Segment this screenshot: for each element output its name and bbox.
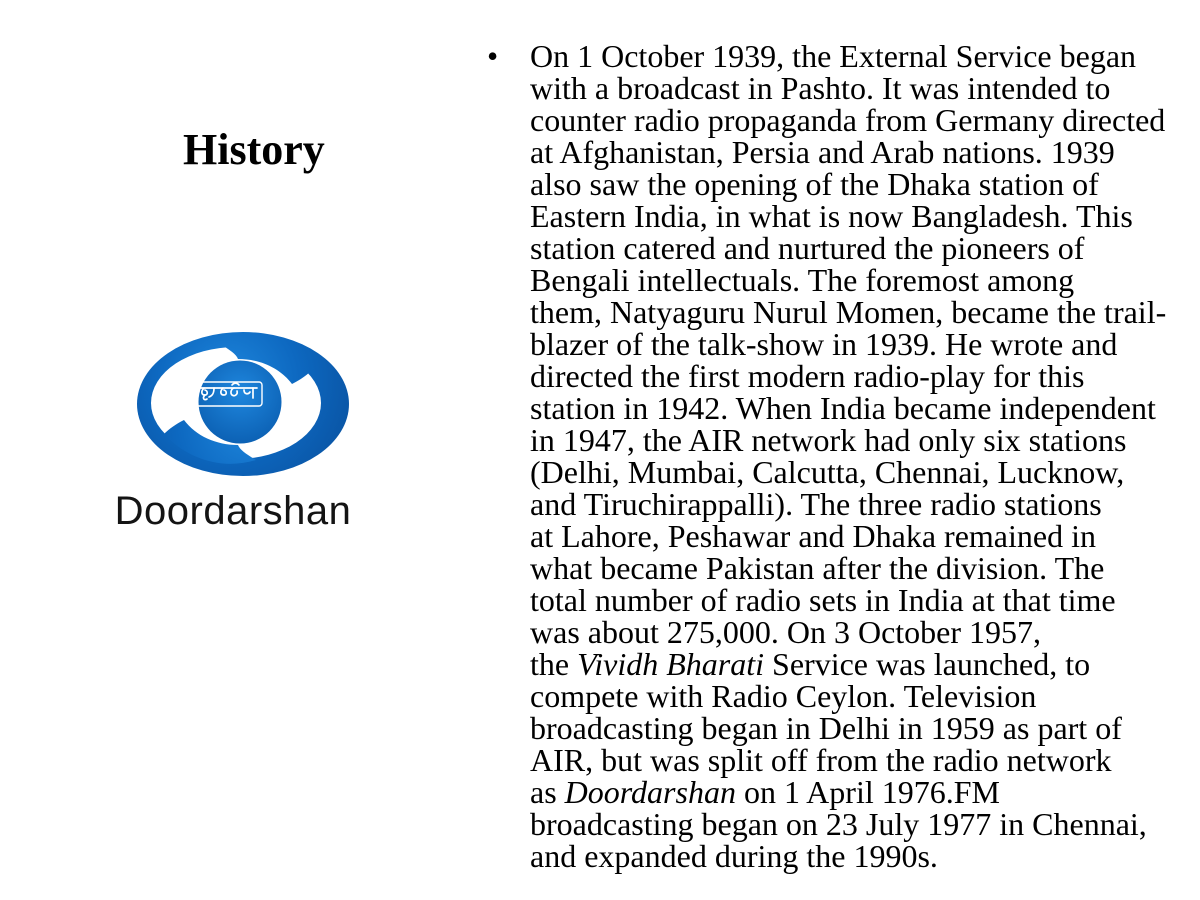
bullet-text-line: (Delhi, Mumbai, Calcutta, Chennai, Lucknow, (530, 454, 1125, 490)
bullet-text-line: compete with Radio Ceylon. Television (530, 678, 1037, 714)
bullet-text-line: AIR, but was split off from the radio network (530, 742, 1112, 778)
bullet-text-line: Eastern India, in what is now Bangladesh. This (530, 198, 1133, 234)
bullet-text-line: station catered and nurtured the pioneers of (530, 230, 1085, 266)
bullet-text-line: station in 1942. When India became independent (530, 390, 1156, 426)
bullet-text-line: the Vividh Bharati Service was launched, to (530, 646, 1091, 682)
bullet-text-line: at Lahore, Peshawar and Dhaka remained in (530, 518, 1096, 554)
bullet-text-line: with a broadcast in Pashto. It was intended to (530, 70, 1111, 106)
bullet-text-line: Bengali intellectuals. The foremost among (530, 262, 1075, 298)
bullet-text-line: total number of radio sets in India at that time (530, 582, 1116, 618)
bullet-text-line: as Doordarshan on 1 April 1976.FM (530, 774, 1000, 810)
bullet-text-line: what became Pakistan after the division. The (530, 550, 1105, 586)
bullet-text-line: counter radio propaganda from Germany directed (530, 102, 1166, 138)
bullet-text-line: and Tiruchirappalli). The three radio stations (530, 486, 1102, 522)
page-title: History (183, 125, 325, 174)
bullet-text-line: them, Natyaguru Nurul Momen, became the trail- (530, 294, 1167, 330)
bullet-text-line: On 1 October 1939, the External Service began (530, 38, 1137, 74)
bullet-text-line: blazer of the talk-show in 1939. He wrote and (530, 326, 1118, 362)
bullet-text-line: broadcasting began on 23 July 1977 in Chennai, (530, 806, 1147, 842)
logo-caption: Doordarshan (114, 489, 352, 533)
logo-center-disc (199, 361, 282, 444)
bullet-marker: • (487, 38, 499, 74)
bullet-text-line: directed the first modern radio-play for this (530, 358, 1085, 394)
bullet-text-line: was about 275,000. On 3 October 1957, (530, 614, 1042, 650)
bullet-text-line: in 1947, the AIR network had only six stations (530, 422, 1127, 458)
bullet-text-line: broadcasting began in Delhi in 1959 as part of (530, 710, 1122, 746)
bullet-lines (530, 40, 1166, 872)
doordarshan-logo-icon (136, 332, 350, 478)
bullet-text-line: and expanded during the 1990s. (530, 838, 938, 874)
bullet-text-line: at Afghanistan, Persia and Arab nations. 1939 (530, 134, 1115, 170)
bullet-text-line: also saw the opening of the Dhaka station of (530, 166, 1099, 202)
